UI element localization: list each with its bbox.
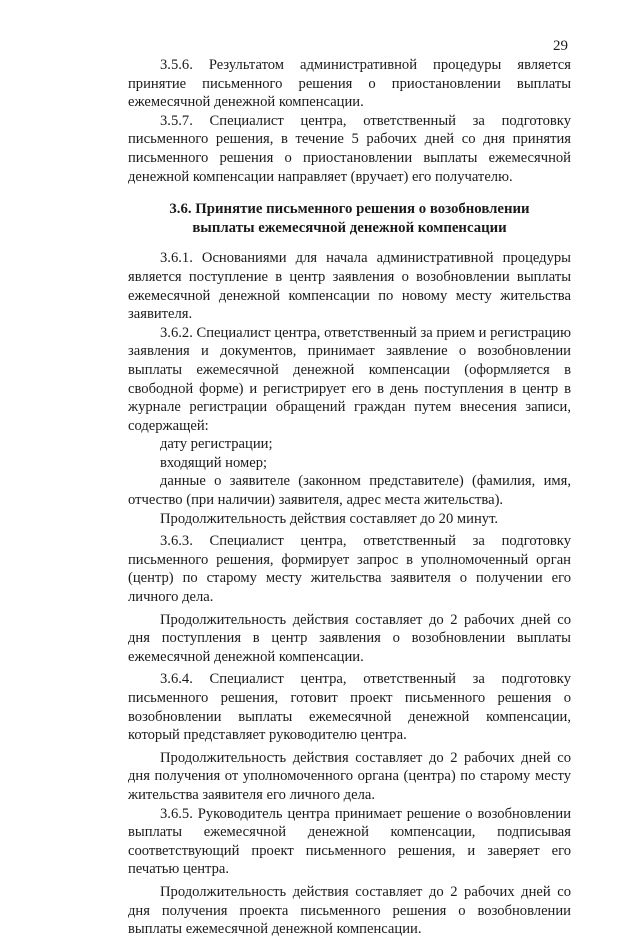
paragraph-3-6-4: 3.6.4. Специалист центра, ответственный за подготовку письменного решения, готовит проект письменного решения о возобновлении выплаты ежемесячной денежной компенсации, который представляет руководителю центра. — [128, 671, 571, 744]
paragraph-3-5-6: 3.5.6. Результатом административной процедуры является принятие письменного решения о приостановлении выплаты ежемесячной денежной компенсации. — [128, 57, 571, 111]
paragraph-3-6-1: 3.6.1. Основаниями для начала административной процедуры является поступление в центр заявления о возобновлении выплаты ежемесячной денежной компенсации по новому месту жительства заявителя. — [128, 250, 571, 323]
section-heading — [128, 200, 571, 237]
page-number: 29 — [553, 38, 568, 54]
list-item-registration-date: дату регистрации; — [160, 436, 273, 453]
paragraph-3-5-7: 3.5.7. Специалист центра, ответственный за подготовку письменного решения, в течение 5 рабочих дней со дня принятия письменного решения о приостановлении выплаты ежемесячной денежной компенсации направляет (вручает) его получателю. — [128, 112, 571, 185]
list-item-incoming-number: входящий номер; — [160, 454, 268, 471]
list-item-applicant-data: данные о заявителе (законном представителе) (фамилия, имя, отчество (при наличии) заявителя, адрес места жительства). — [128, 473, 571, 509]
duration-paragraph-3: Продолжительность действия составляет до 2 рабочих дней со дня получения проекта письменного решения о возобновлении выплаты ежемесячной денежной компенсации. — [128, 883, 571, 938]
paragraph-3-6-5: 3.6.5. Руководитель центра принимает решение о возобновлении выплаты ежемесячной денежной компенсации, подписывая соответствующий проект письменного решения, и заверяет его печатью центра. — [128, 805, 571, 878]
duration-paragraph-1: Продолжительность действия составляет до 2 рабочих дней со дня поступления в центр заявления о возобновлении выплаты ежемесячной денежной компенсации. — [128, 611, 571, 665]
duration-paragraph-2: Продолжительность действия составляет до 2 рабочих дней со дня получения от уполномоченного органа (центра) по старому месту жительства заявителя его личного дела. — [128, 749, 571, 803]
paragraph-3-6-3: 3.6.3. Специалист центра, ответственный за подготовку письменного решения, формирует запрос в уполномоченный орган (центр) по старому месту жительства заявителя о получении его личного дела. — [128, 533, 571, 606]
section-heading-line-2: выплаты ежемесячной денежной компенсации — [192, 219, 507, 236]
document-body — [128, 56, 571, 939]
duration-20-minutes: Продолжительность действия составляет до 20 минут. — [160, 510, 499, 527]
section-heading-line-1: 3.6. Принятие письменного решения о возобновлении — [169, 201, 530, 218]
paragraph-3-6-2: 3.6.2. Специалист центра, ответственный за прием и регистрацию заявления и документов, принимает заявление о возобновлении выплаты ежемесячной денежной компенсации (оформляется в свободной форме) и регистрирует его в день поступления в центр в журнале регистрации обращений граждан путем внесения записи, содержащей: — [128, 324, 571, 434]
